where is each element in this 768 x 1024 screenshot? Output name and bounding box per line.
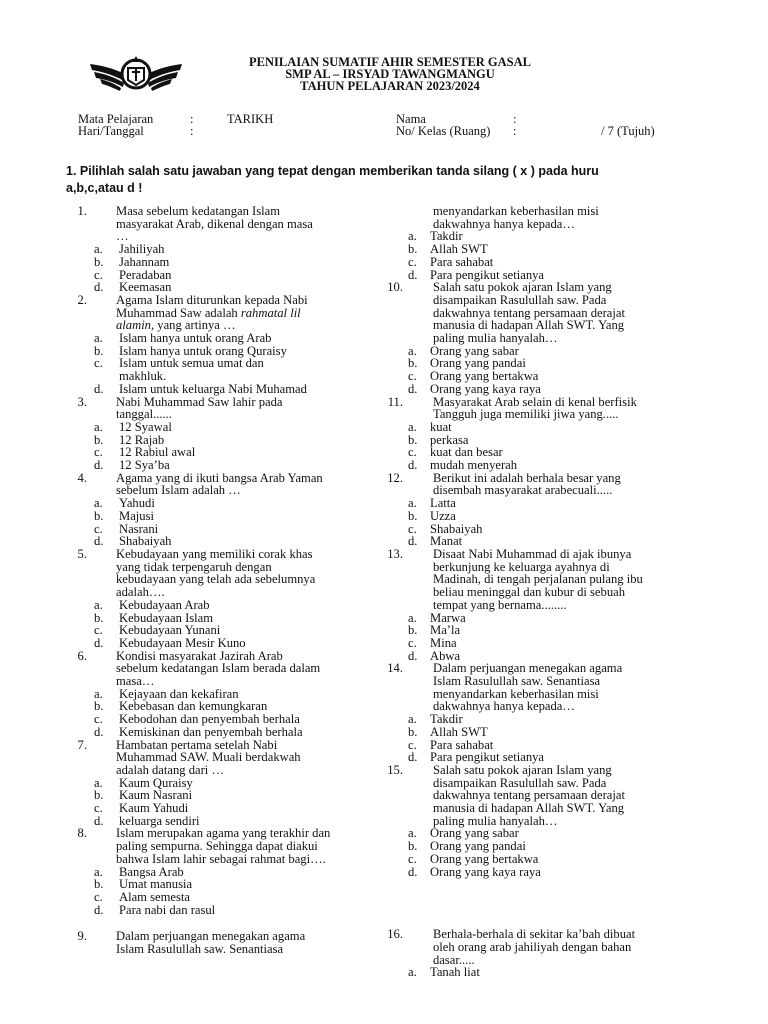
option-letter: a.	[408, 419, 417, 434]
question-text: Muhammad Saw adalah rahmatal lil	[116, 305, 301, 320]
question-item	[387, 546, 708, 663]
option-letter: b.	[408, 356, 418, 371]
question-number: 10.	[387, 280, 403, 295]
option-text: Peradaban	[119, 267, 172, 282]
name-label: Nama	[396, 112, 426, 126]
question-text: dakwahnya tentang persamaan derajat	[433, 788, 625, 803]
option-text: mudah menyerah	[430, 458, 518, 473]
question-item	[408, 205, 708, 281]
name-colon: :	[513, 112, 517, 126]
question-item	[387, 394, 708, 473]
option-letter: b.	[408, 839, 418, 854]
option-text: Kebodohan dan penyembah berhala	[119, 712, 300, 727]
option-text: Bangsa Arab	[119, 864, 184, 879]
question-text: Masa sebelum kedatangan Islam	[116, 204, 281, 218]
answer-option	[408, 256, 708, 269]
answer-option	[94, 332, 394, 345]
option-letter: d.	[94, 458, 104, 473]
question-item	[387, 927, 708, 980]
question-text: Masyarakat Arab selain di kenal berfisik	[433, 394, 637, 409]
question-text: Tangguh juga memiliki jiwa yang.....	[433, 407, 619, 422]
answer-option	[94, 624, 394, 637]
option-letter: d.	[94, 724, 104, 739]
question-item	[77, 826, 394, 917]
answer-option	[94, 891, 394, 904]
question-item	[77, 204, 394, 295]
option-text: Orang yang kaya raya	[430, 381, 541, 396]
option-letter: c.	[408, 369, 417, 384]
option-text: Para pengikut setianya	[430, 750, 545, 765]
question-item	[77, 394, 394, 473]
option-letter: c.	[94, 521, 103, 536]
question-text: paling sempurna. Sehingga dapat diakui	[116, 839, 318, 854]
option-letter: b.	[408, 623, 418, 638]
option-letter: c.	[94, 356, 103, 371]
option-text: Kebudayaan Islam	[119, 610, 214, 625]
answer-option	[94, 904, 394, 917]
answer-option	[94, 383, 394, 396]
question-text: disampaikan Rasulullah saw. Pada	[433, 775, 607, 790]
school-logo-icon	[88, 52, 184, 96]
option-text: 12 Rabiul awal	[119, 445, 196, 460]
option-text: Alam semesta	[119, 889, 190, 904]
exam-title: PENILAIAN SUMATIF AHIR SEMESTER GASAL	[249, 55, 531, 69]
option-text: 12 Rajab	[119, 432, 165, 447]
option-letter: a.	[94, 864, 103, 879]
option-letter: d.	[408, 458, 418, 473]
question-text: Islam merupakan agama yang terakhir dan	[116, 826, 331, 841]
option-letter: a.	[408, 496, 417, 511]
question-number: 11.	[387, 394, 403, 409]
answer-option	[408, 370, 708, 383]
answer-option	[408, 459, 708, 472]
option-text: kuat dan besar	[430, 445, 503, 460]
option-letter: c.	[408, 445, 417, 460]
answer-option	[408, 853, 708, 866]
option-letter: b.	[94, 508, 104, 523]
question-number: 16.	[387, 927, 403, 942]
option-text: Manat	[430, 534, 463, 549]
option-text: Kebudayaan Mesir Kuno	[119, 635, 246, 650]
option-text: Para sahabat	[430, 737, 494, 752]
question-text: dakwahnya hanya kepada…	[433, 216, 575, 231]
option-text: Takdir	[430, 229, 463, 244]
option-text: Para sahabat	[430, 254, 494, 269]
option-letter: a.	[408, 826, 417, 841]
option-letter: a.	[94, 496, 103, 511]
question-number: 5.	[77, 546, 87, 561]
option-text: Shabaiyah	[430, 521, 483, 536]
left-question-column	[77, 204, 394, 957]
question-item	[77, 929, 394, 957]
option-letter: d.	[408, 864, 418, 879]
subject-colon: :	[190, 112, 194, 126]
question-text: Berikut ini adalah berhala besar yang	[433, 470, 621, 485]
answer-option	[94, 256, 394, 269]
option-letter: b.	[94, 788, 104, 803]
instruction-line-1: 1. Pilihlah salah satu jawaban yang tepat dengan memberikan tanda silang ( x ) pada huru	[66, 164, 599, 178]
option-text: Takdir	[430, 712, 463, 727]
question-text: bahwa Islam lahir sebagai rahmat bagi….	[116, 851, 326, 866]
question-text: dasar.....	[433, 952, 475, 967]
option-text: Islam hanya untuk orang Arab	[119, 331, 272, 346]
question-emphasis: alamin	[116, 318, 151, 333]
answer-option	[94, 637, 394, 650]
option-text: Nasrani	[119, 521, 159, 536]
option-letter: c.	[94, 889, 103, 904]
option-text: Jahannam	[119, 254, 170, 269]
question-text: Kebudayaan yang memiliki corak khas	[116, 546, 313, 561]
school-name: SMP AL – IRSYAD TAWANGMANGU	[285, 67, 495, 81]
answer-option	[94, 802, 394, 815]
date-label: Hari/Tanggal	[78, 124, 144, 138]
option-text: Kaum Nasrani	[119, 788, 193, 803]
option-text: Kaum Yahudi	[119, 801, 189, 816]
question-text: Kondisi masyarakat Jazirah Arab	[116, 648, 283, 663]
option-letter: a.	[94, 597, 103, 612]
option-letter: a.	[408, 343, 417, 358]
option-text: Allah SWT	[430, 242, 488, 257]
answer-option	[408, 383, 708, 396]
option-text: Kebudayaan Arab	[119, 597, 210, 612]
question-number: 2.	[77, 292, 87, 307]
option-text: Marwa	[430, 610, 466, 625]
option-letter: d.	[408, 534, 418, 549]
question-text: Islam Rasulullah saw. Senantiasa	[433, 674, 601, 689]
answer-option	[94, 421, 394, 434]
question-number: 7.	[77, 737, 87, 752]
option-text: Islam untuk semua umat dan	[119, 356, 264, 371]
option-letter: b.	[94, 877, 104, 892]
question-text: kebudayaan yang telah ada sebelumnya	[116, 572, 316, 587]
option-text: 12 Sya’ba	[119, 458, 170, 473]
answer-option	[408, 497, 708, 510]
question-text: masyarakat Arab, dikenal dengan masa	[116, 216, 313, 231]
option-text: Tanah liat	[430, 965, 480, 980]
question-number: 4.	[77, 470, 87, 485]
option-text: Kebebasan dan kemungkaran	[119, 699, 268, 714]
question-number: 15.	[387, 762, 403, 777]
subject-value: TARIKH	[227, 112, 274, 126]
question-item	[387, 762, 708, 879]
option-letter: c.	[408, 635, 417, 650]
question-text: Dalam perjuangan menegakan agama	[116, 929, 306, 944]
answer-option	[408, 726, 708, 739]
option-letter: b.	[94, 610, 104, 625]
question-item	[77, 648, 394, 739]
option-text: Orang yang sabar	[430, 826, 519, 841]
question-text: Berhala-berhala di sekitar ka’bah dibuat	[433, 927, 636, 942]
option-letter: d.	[94, 902, 104, 917]
question-text: berkunjung ke keluarga ayahnya di	[433, 559, 610, 574]
question-text: menyandarkan keberhasilan misi	[433, 204, 599, 218]
question-item	[77, 470, 394, 549]
option-letter: d.	[408, 648, 418, 663]
question-text: Islam Rasulullah saw. Senantiasa	[116, 942, 284, 957]
question-text: yang tidak terpengaruh dengan	[116, 559, 272, 574]
option-letter: d.	[94, 534, 104, 549]
option-text: perkasa	[430, 432, 469, 447]
answer-option	[94, 243, 394, 256]
option-letter: a.	[408, 712, 417, 727]
option-letter: d.	[94, 635, 104, 650]
answer-option	[94, 599, 394, 612]
subject-label: Mata Pelajaran	[78, 112, 154, 126]
answer-option	[408, 510, 708, 523]
question-number: 13.	[387, 546, 403, 561]
option-text: Orang yang kaya raya	[430, 864, 541, 879]
question-text: menyandarkan keberhasilan misi	[433, 686, 599, 701]
answer-option	[94, 357, 394, 382]
question-text: Hambatan pertama setelah Nabi	[116, 737, 278, 752]
option-text: Kejayaan dan kekafiran	[119, 686, 239, 701]
option-text: Majusi	[119, 508, 154, 523]
question-item	[387, 280, 708, 396]
answer-option	[408, 421, 708, 434]
question-text: Nabi Muhammad Saw lahir pada	[116, 394, 283, 409]
option-letter: a.	[94, 775, 103, 790]
question-text: disampaikan Rasulullah saw. Pada	[433, 292, 607, 307]
question-text: oleh orang arab jahiliyah dengan bahan	[433, 939, 632, 954]
option-text: Para pengikut setianya	[430, 267, 545, 282]
option-text: Orang yang bertakwa	[430, 369, 539, 384]
answer-option	[408, 624, 708, 637]
question-text: Muhammad SAW. Muali berdakwah	[116, 750, 301, 765]
question-text: …	[116, 229, 129, 244]
answer-option	[408, 713, 708, 726]
option-text: Orang yang bertakwa	[430, 851, 539, 866]
option-text: Keemasan	[119, 280, 172, 295]
option-text: Latta	[430, 496, 456, 511]
option-text: kuat	[430, 419, 452, 434]
question-text: Disaat Nabi Muhammad di ajak ibunya	[433, 546, 632, 561]
option-letter: c.	[94, 801, 103, 816]
option-letter: c.	[408, 851, 417, 866]
answer-option	[408, 243, 708, 256]
right-question-column	[387, 204, 708, 980]
answer-option	[408, 866, 708, 879]
option-text: Orang yang sabar	[430, 343, 519, 358]
question-text: dakwahnya hanya kepada…	[433, 699, 575, 714]
option-letter: a.	[408, 229, 417, 244]
answer-option	[408, 966, 708, 979]
question-text: manusia di hadapan Allah SWT. Yang	[433, 318, 625, 333]
question-text: tempat yang bernama........	[433, 597, 567, 612]
option-letter: c.	[408, 521, 417, 536]
option-letter: d.	[408, 381, 418, 396]
question-item	[387, 470, 708, 549]
answer-option	[94, 497, 394, 510]
option-letter: b.	[94, 699, 104, 714]
option-text: Orang yang pandai	[430, 839, 526, 854]
class-label: No/ Kelas (Ruang)	[396, 124, 491, 138]
option-text: Yahudi	[119, 496, 155, 511]
option-text: Jahiliyah	[119, 242, 165, 257]
answer-option	[94, 459, 394, 472]
option-letter: d.	[408, 750, 418, 765]
option-letter: a.	[94, 242, 103, 257]
option-text: Orang yang pandai	[430, 356, 526, 371]
option-text: keluarga sendiri	[119, 813, 200, 828]
option-letter: c.	[94, 445, 103, 460]
option-text: 12 Syawal	[119, 419, 172, 434]
option-letter: b.	[408, 432, 418, 447]
option-letter: a.	[408, 965, 417, 980]
question-number: 8.	[77, 826, 87, 841]
class-colon: :	[513, 124, 517, 138]
option-letter: d.	[408, 267, 418, 282]
question-text: manusia di hadapan Allah SWT. Yang	[433, 801, 625, 816]
question-item	[77, 546, 394, 650]
option-text: Islam untuk keluarga Nabi Muhamad	[119, 381, 307, 396]
question-text: adalah datang dari …	[116, 762, 225, 777]
option-text: Para nabi dan rasul	[119, 902, 216, 917]
option-text: Abwa	[430, 648, 461, 663]
option-letter: c.	[408, 737, 417, 752]
instruction-line-2: a,b,c,atau d !	[66, 181, 143, 195]
question-text: dakwahnya tentang persamaan derajat	[433, 305, 625, 320]
question-text: alamin, yang artinya …	[116, 318, 236, 333]
date-colon: :	[190, 124, 194, 138]
answer-option	[408, 637, 708, 650]
question-emphasis: rahmatal lil	[240, 305, 301, 320]
option-letter: b.	[94, 254, 104, 269]
option-text: Kaum Quraisy	[119, 775, 193, 790]
question-text: Agama Islam diturunkan kepada Nabi	[116, 292, 308, 307]
question-text: sebelum Islam adalah …	[116, 483, 241, 498]
option-letter: a.	[94, 331, 103, 346]
option-letter: d.	[94, 381, 104, 396]
question-number: 1.	[77, 204, 87, 218]
option-letter: a.	[94, 419, 103, 434]
question-number: 14.	[387, 661, 403, 676]
option-letter: c.	[94, 623, 103, 638]
option-letter: a.	[408, 610, 417, 625]
class-value: / 7 (Tujuh)	[601, 124, 655, 138]
option-letter: b.	[94, 343, 104, 358]
option-text: makhluk.	[119, 369, 167, 384]
option-text: Ma’la	[430, 623, 461, 638]
academic-year: TAHUN PELAJARAN 2023/2024	[300, 79, 480, 93]
option-letter: b.	[94, 432, 104, 447]
option-letter: d.	[94, 813, 104, 828]
question-item	[77, 292, 394, 396]
option-text: Mina	[430, 635, 457, 650]
option-letter: b.	[408, 724, 418, 739]
option-text: Uzza	[430, 508, 456, 523]
answer-option	[94, 713, 394, 726]
option-text: Islam hanya untuk orang Quraisy	[119, 343, 287, 358]
question-text: Salah satu pokok ajaran Islam yang	[433, 280, 612, 295]
answer-option	[94, 726, 394, 739]
option-text: Kebudayaan Yunani	[119, 623, 221, 638]
question-text: Madinah, di tengah perjalanan pulang ibu	[433, 572, 643, 587]
question-text: masa…	[116, 674, 155, 689]
option-letter: c.	[94, 712, 103, 727]
option-letter: d.	[94, 280, 104, 295]
answer-option	[408, 840, 708, 853]
option-text: Shabaiyah	[119, 534, 172, 549]
question-text: beliau meninggal dan kubur di sebuah	[433, 585, 626, 600]
option-letter: b.	[408, 508, 418, 523]
question-text: Salah satu pokok ajaran Islam yang	[433, 762, 612, 777]
question-text: sebelum kedatangan Islam berada dalam	[116, 661, 321, 676]
option-text: Allah SWT	[430, 724, 488, 739]
question-text: paling mulia hanyalah…	[433, 813, 558, 828]
question-number: 3.	[77, 394, 87, 409]
option-text: Kemiskinan dan penyembah berhala	[119, 724, 303, 739]
question-number: 6.	[77, 648, 87, 663]
question-text: adalah….	[116, 585, 165, 600]
question-number: 9.	[77, 929, 87, 944]
question-text: Agama yang di ikuti bangsa Arab Yaman	[116, 470, 323, 485]
option-letter: a.	[94, 686, 103, 701]
answer-option	[94, 510, 394, 523]
question-text: disembah masyarakat arabecuali.....	[433, 483, 613, 498]
option-text: Umat manusia	[119, 877, 193, 892]
option-letter: b.	[408, 242, 418, 257]
option-letter: c.	[408, 254, 417, 269]
question-text: paling mulia hanyalah…	[433, 331, 558, 346]
question-item	[77, 737, 394, 828]
question-number: 12.	[387, 470, 403, 485]
question-text: tanggal......	[116, 407, 172, 422]
question-item	[387, 661, 708, 765]
question-text: Dalam perjuangan menegakan agama	[433, 661, 623, 676]
option-letter: c.	[94, 267, 103, 282]
